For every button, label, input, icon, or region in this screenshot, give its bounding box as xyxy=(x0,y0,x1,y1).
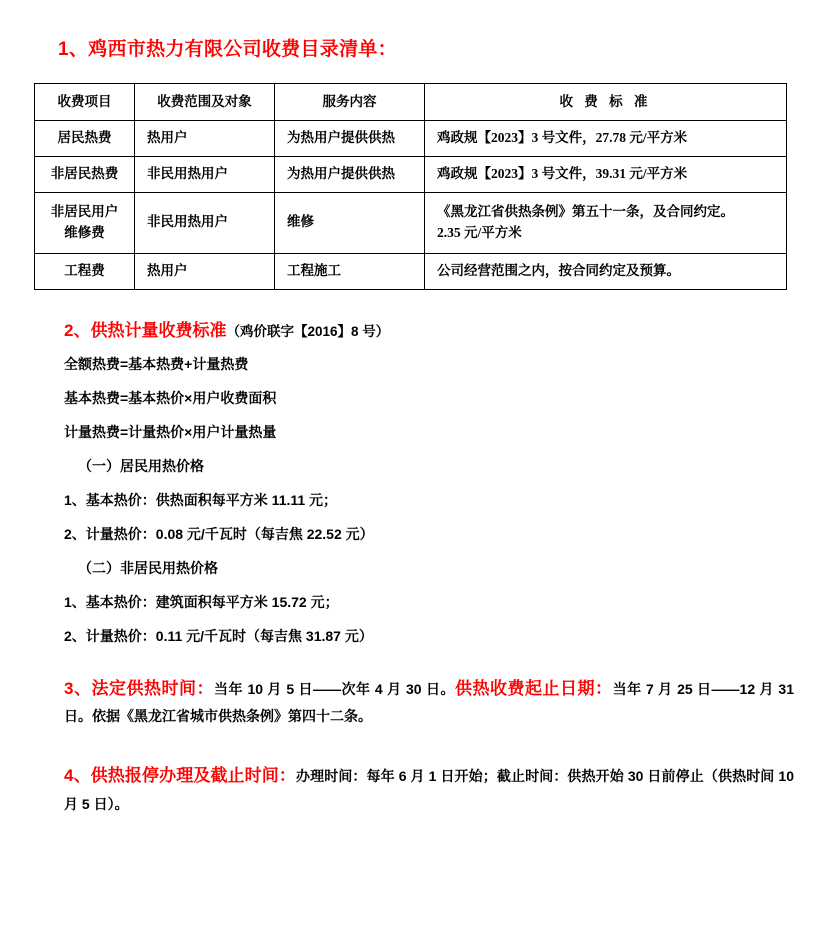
cell-standard-line2: 2.35 元/平方米 xyxy=(437,224,522,240)
header-cell-item: 收费项目 xyxy=(35,84,135,121)
cell-scope: 非民用热用户 xyxy=(135,192,275,253)
header-cell-service: 服务内容 xyxy=(275,84,425,121)
cell-standard: 公司经营范围之内，按合同约定及预算。 xyxy=(425,253,787,289)
formula-line-1: 全额热费=基本热费+计量热费 xyxy=(64,355,249,372)
formula-line-2: 基本热费=基本热价×用户收费面积 xyxy=(64,389,277,406)
table-header-row xyxy=(35,84,787,121)
section1-title: 1、鸡西市热力有限公司收费目录清单： xyxy=(58,39,397,60)
section4-text: 办理时间：每年 6 月 1 日开始；截止时间：供热开始 30 日前停止（供热时间 10 月 5 日）。 xyxy=(64,768,794,812)
section3-text-1: 当年 10 月 5 日——次年 4 月 30 日。 xyxy=(214,680,455,697)
section3 xyxy=(64,673,794,730)
cell-service: 工程施工 xyxy=(275,253,425,289)
group1-item-1: 1、基本热价：供热面积每平方米 11.11 元； xyxy=(64,491,338,508)
cell-service: 维修 xyxy=(275,192,425,253)
cell-standard-line1: 《黑龙江省供热条例》第五十一条，及合同约定。 xyxy=(437,203,734,219)
section3-title-1: 3、法定供热时间： xyxy=(64,678,215,698)
section2-heading-line xyxy=(64,316,787,341)
cell-standard xyxy=(425,192,787,253)
group1-item-2: 2、计量热价：0.08 元/千瓦时（每吉焦 22.52 元） xyxy=(64,525,374,542)
table-row xyxy=(35,253,787,289)
formula-line-3: 计量热费=计量热价×用户计量热量 xyxy=(64,423,277,440)
table-row xyxy=(35,156,787,192)
cell-service: 为热用户提供供热 xyxy=(275,121,425,157)
section3-title-2: 供热收费起止日期： xyxy=(455,678,613,698)
cell-item: 居民热费 xyxy=(35,121,135,157)
section2-title: 2、供热计量收费标准 xyxy=(64,320,227,340)
section3-text-2: 当年 7 月 25 日——12 月 31 日。依据《黑龙江省城市供热条例》第四十二条。 xyxy=(64,680,794,725)
cell-standard: 鸡政规【2023】3 号文件，27.78 元/平方米 xyxy=(425,121,787,157)
table-row xyxy=(35,121,787,157)
group2-item-2: 2、计量热价：0.11 元/千瓦时（每吉焦 31.87 元） xyxy=(64,627,373,644)
section2-subtitle: （鸡价联字【2016】8 号） xyxy=(226,323,390,339)
group2-title: （二）非居民用热价格 xyxy=(78,559,218,576)
header-cell-scope: 收费范围及对象 xyxy=(135,84,275,121)
cell-item: 工程费 xyxy=(35,253,135,289)
cell-scope: 热用户 xyxy=(135,121,275,157)
cell-service: 为热用户提供供热 xyxy=(275,156,425,192)
group1-title: （一）居民用热价格 xyxy=(78,457,204,474)
group2-item-1: 1、基本热价：建筑面积每平方米 15.72 元； xyxy=(64,593,339,610)
fee-table xyxy=(34,83,787,290)
cell-item: 非居民热费 xyxy=(35,156,135,192)
cell-item-line2: 维修费 xyxy=(64,224,105,240)
cell-item xyxy=(35,192,135,253)
table-row xyxy=(35,192,787,253)
section2 xyxy=(64,316,787,647)
cell-scope: 热用户 xyxy=(135,253,275,289)
section4-title: 4、供热报停办理及截止时间： xyxy=(64,766,296,786)
cell-standard: 鸡政规【2023】3 号文件，39.31 元/平方米 xyxy=(425,156,787,192)
cell-item-line1: 非居民用户 xyxy=(50,203,119,219)
header-cell-standard: 收 费 标 准 xyxy=(425,84,787,121)
section4 xyxy=(64,760,794,817)
cell-scope: 非民用热用户 xyxy=(135,156,275,192)
